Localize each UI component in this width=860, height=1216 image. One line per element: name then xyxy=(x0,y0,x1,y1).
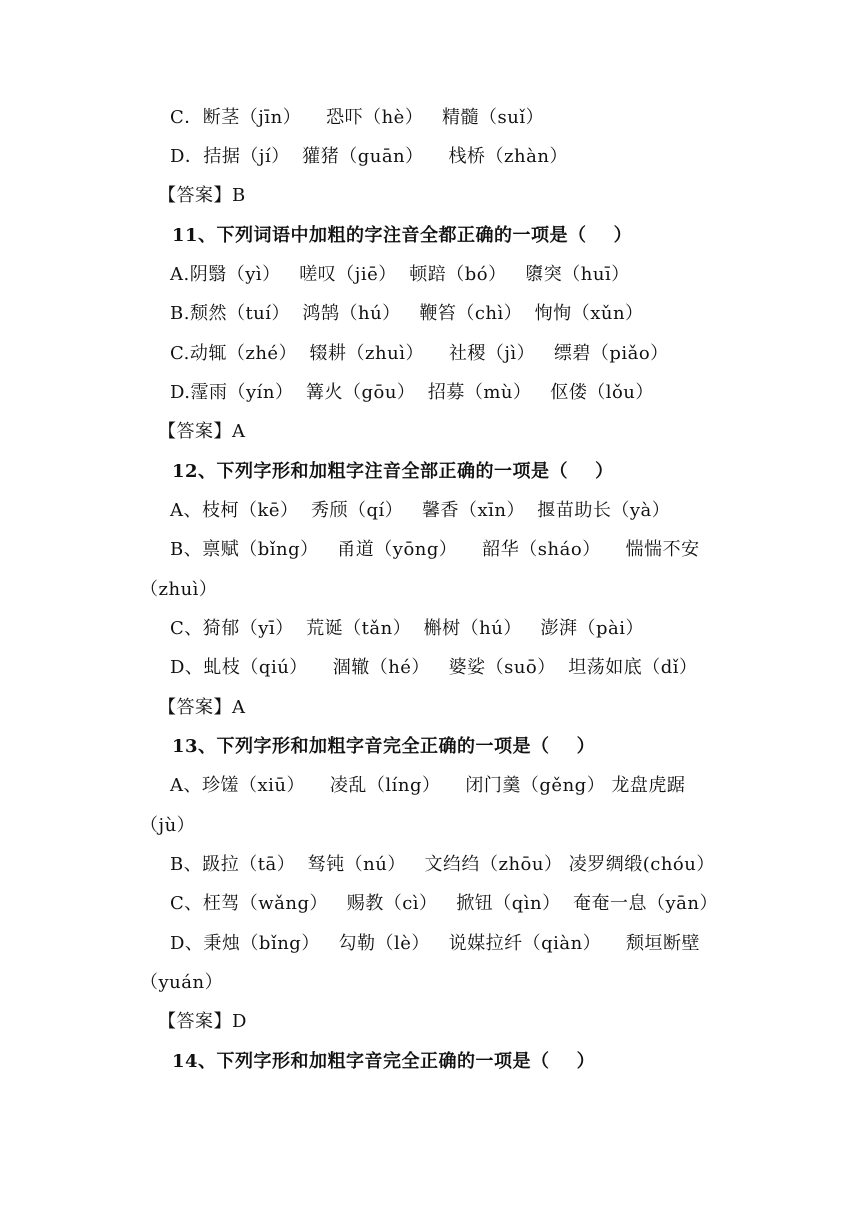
question-13-option-a-wrap: （jù） xyxy=(140,815,196,836)
question-11-title: 11、下列词语中加粗的字注音全都正确的一项是（ ） xyxy=(172,225,633,246)
question-13-option-b: B、趿拉（tā） 驽钝（nú） 文绉绉（zhōu） 凌罗绸缎(chóu） xyxy=(170,854,715,875)
question-11-option-b: B.颓然（tuí） 鸿鹄（hú） 鞭笞（chì） 恂恂（xǔn） xyxy=(170,303,644,324)
question-13-option-d: D、秉烛（bǐng） 勾勒（lè） 说媒拉纤（qiàn） 颓垣断壁 xyxy=(170,933,701,954)
question-11-option-d: D.霪雨（yín） 篝火（gōu） 招募（mù） 伛偻（lǒu） xyxy=(170,382,654,403)
question-13-option-d-wrap: （yuán） xyxy=(140,972,224,993)
answer-line: 【答案】B xyxy=(158,185,246,206)
question-12-answer: 【答案】A xyxy=(158,697,246,718)
question-13-answer: 【答案】D xyxy=(158,1011,247,1032)
question-11-option-c: C.动辄（zhé） 辍耕（zhuì） 社稷（jì） 缥碧（piǎo） xyxy=(170,343,669,364)
option-d-line: D．拮据（jí） 獾猪（guān） 栈桥（zhàn） xyxy=(170,146,568,167)
question-13-option-c: C、枉驾（wǎng） 赐教（cì） 掀钮（qìn） 奄奄一息（yān） xyxy=(170,893,719,914)
question-11-option-a: A.阴翳（yì） 嗟叹（jiē） 顿踣（bó） 隳突（huī） xyxy=(170,264,630,285)
question-12-title: 12、下列字形和加粗字注音全部正确的一项是（ ） xyxy=(172,461,614,482)
question-12-option-c: C、猗郁（yī） 荒诞（tǎn） 槲树（hú） 澎湃（pài） xyxy=(170,618,645,639)
question-12-option-b-wrap: （zhuì） xyxy=(140,579,218,600)
question-14-title: 14、下列字形和加粗字音完全正确的一项是（ ） xyxy=(172,1051,596,1072)
question-12-option-d: D、虬枝（qiú） 涸辙（hé） 婆娑（suō） 坦荡如底（dǐ） xyxy=(170,657,698,678)
option-c-line: C．断茎（jīn） 恐吓（hè） 精髓（suǐ） xyxy=(170,107,545,128)
question-12-option-b: B、禀赋（bǐng） 甬道（yōng） 韶华（sháo） 惴惴不安 xyxy=(170,539,700,560)
question-12-option-a: A、枝柯（kē） 秀颀（qí） 馨香（xīn） 揠苗助长（yà） xyxy=(170,500,671,521)
question-13-title: 13、下列字形和加粗字音完全正确的一项是（ ） xyxy=(172,736,596,757)
question-11-answer: 【答案】A xyxy=(158,421,246,442)
question-13-option-a: A、珍馐（xiū） 凌乱（líng） 闭门羹（gěng） 龙盘虎踞 xyxy=(170,775,686,796)
